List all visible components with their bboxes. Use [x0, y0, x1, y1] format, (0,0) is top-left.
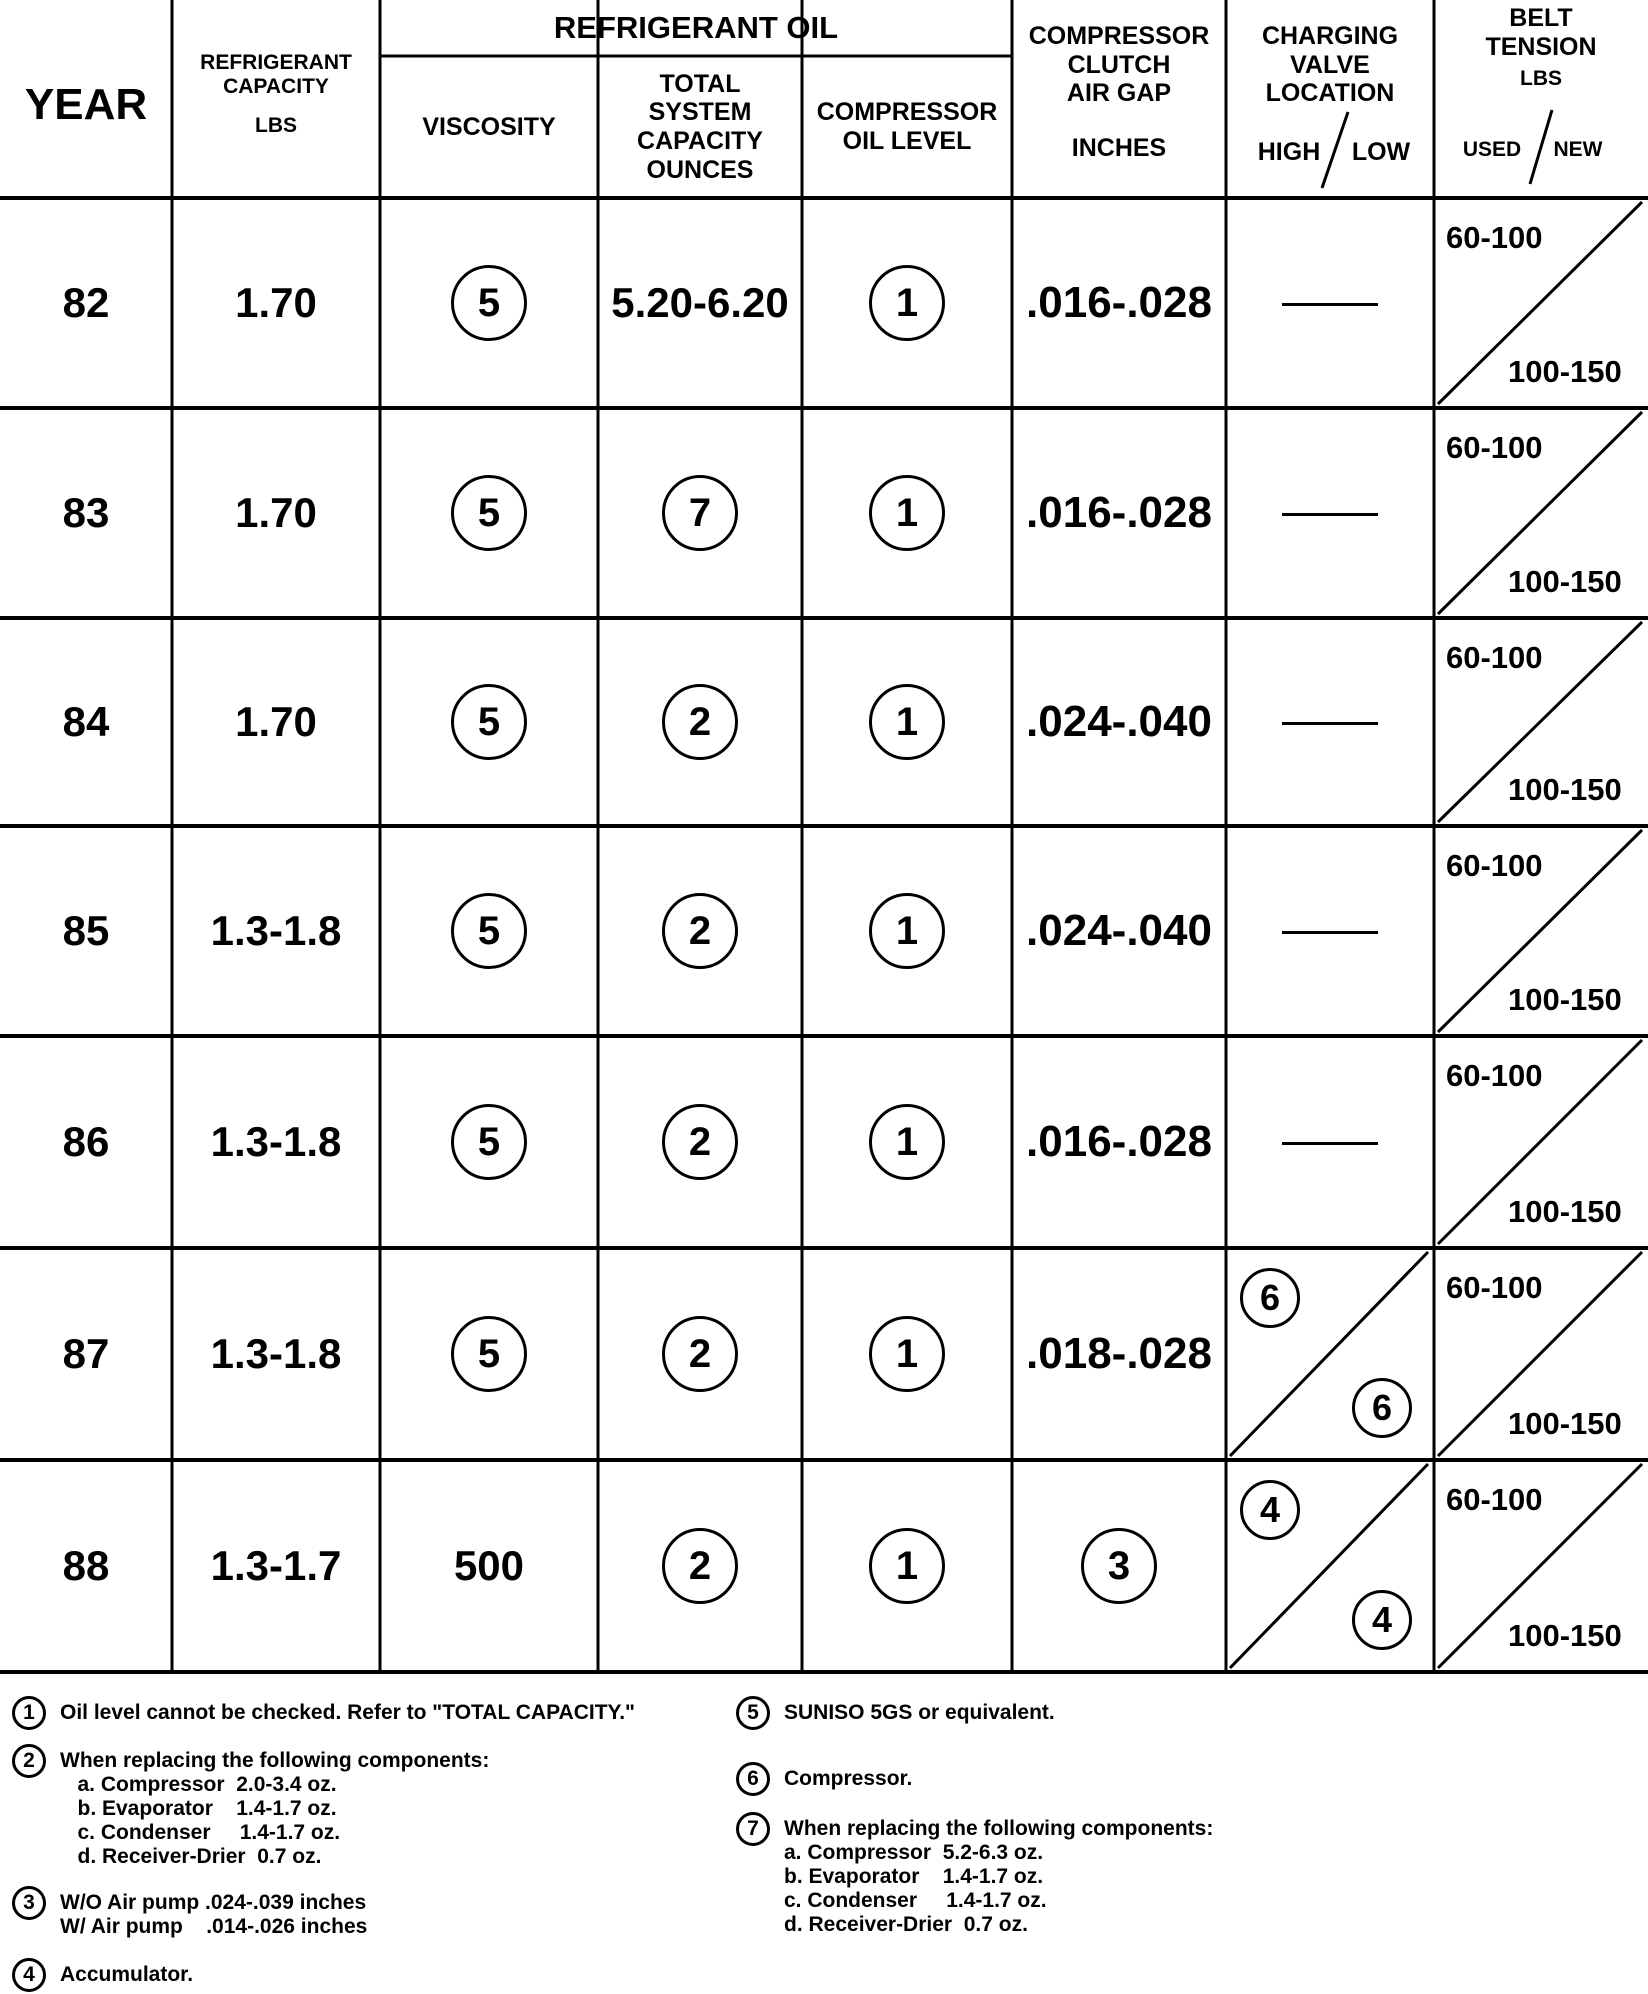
belt-new-value: 100-150	[1508, 772, 1622, 807]
total-capacity-note-marker: 2	[662, 684, 738, 760]
valve-none-dash	[1282, 303, 1378, 306]
year-cell: 87	[62, 1330, 110, 1377]
air-gap-note-marker: 3	[1081, 1528, 1157, 1604]
valve-high-note-marker: 6	[1240, 1268, 1300, 1328]
legend-marker-2: 2	[12, 1744, 46, 1778]
header-belt-tension: BELT TENSION	[1485, 4, 1597, 61]
refrigerant-capacity-cell: 1.3-1.8	[210, 1330, 342, 1377]
year-cell: 83	[62, 489, 110, 536]
legend-marker-7: 7	[736, 1812, 770, 1846]
legend-text-3: W/O Air pump .024-.039 inches W/ Air pump .014-.026 inches	[60, 1891, 368, 1938]
air-gap-cell: .024-.040	[1026, 697, 1212, 746]
viscosity-note-marker: 5	[451, 1316, 527, 1392]
refrigerant-capacity-cell: 1.70	[235, 698, 317, 745]
header-charging-low: LOW	[1351, 137, 1411, 166]
refrigerant-capacity-cell: 1.3-1.8	[210, 907, 342, 954]
total-capacity-note-marker: 2	[662, 1316, 738, 1392]
valve-high-note-marker: 4	[1240, 1480, 1300, 1540]
refrigerant-capacity-cell: 1.70	[235, 489, 317, 536]
legend-text-7: When replacing the following components: a. Compressor 5.2-6.3 oz. b. Evaporator 1.4-1.7 oz. c. Condenser 1.4-1.7 oz. d. Receiver-Drier 0.7 oz.	[784, 1817, 1214, 1936]
year-cell: 82	[62, 279, 110, 326]
viscosity-note-marker: 5	[451, 893, 527, 969]
air-gap-cell: .016-.028	[1026, 488, 1212, 537]
belt-used-value: 60-100	[1446, 848, 1543, 883]
header-refrigerant-oil: REFRIGERANT OIL	[553, 10, 839, 46]
valve-low-note-marker: 4	[1352, 1590, 1412, 1650]
belt-used-value: 60-100	[1446, 1270, 1543, 1305]
oil-level-note-marker: 1	[869, 475, 945, 551]
valve-none-dash	[1282, 513, 1378, 516]
belt-used-value: 60-100	[1446, 640, 1543, 675]
year-cell: 88	[62, 1542, 110, 1589]
header-year: YEAR	[24, 79, 148, 129]
viscosity-note-marker: 5	[451, 684, 527, 760]
total-capacity-note-marker: 2	[662, 1104, 738, 1180]
header-charging-valve: CHARGING VALVE LOCATION	[1261, 21, 1399, 108]
valve-low-note-marker: 6	[1352, 1378, 1412, 1438]
header-refrigerant-capacity: REFRIGERANT CAPACITY	[200, 50, 352, 98]
legend-marker-4: 4	[12, 1958, 46, 1992]
header-compressor-oil-level: COMPRESSOR OIL LEVEL	[816, 98, 998, 155]
header-refrigerant-capacity-unit: LBS	[255, 113, 297, 137]
header-clutch-air-gap-unit: INCHES	[1071, 133, 1167, 162]
total-capacity-cell: 5.20-6.20	[611, 279, 789, 326]
legend-marker-6: 6	[736, 1762, 770, 1796]
belt-new-value: 100-150	[1508, 1194, 1622, 1229]
legend-text-2: When replacing the following components: a. Compressor 2.0-3.4 oz. b. Evaporator 1.4-1.7 oz. c. Condenser 1.4-1.7 oz. d. Receiver-Drier 0.7 oz.	[60, 1749, 490, 1868]
legend-text-4: Accumulator.	[60, 1963, 194, 1986]
refrigerant-capacity-cell: 1.3-1.7	[210, 1542, 342, 1589]
valve-none-dash	[1282, 722, 1378, 725]
header-belt-new: NEW	[1553, 137, 1603, 161]
legend-marker-1: 1	[12, 1696, 46, 1730]
header-belt-tension-unit: LBS	[1520, 66, 1562, 90]
belt-used-value: 60-100	[1446, 430, 1543, 465]
air-gap-cell: .016-.028	[1026, 278, 1212, 327]
oil-level-note-marker: 1	[869, 1316, 945, 1392]
viscosity-note-marker: 5	[451, 265, 527, 341]
total-capacity-note-marker: 2	[662, 1528, 738, 1604]
legend-marker-5: 5	[736, 1696, 770, 1730]
year-cell: 84	[62, 698, 110, 745]
oil-level-note-marker: 1	[869, 265, 945, 341]
air-gap-cell: .016-.028	[1026, 1117, 1212, 1166]
year-cell: 85	[62, 907, 110, 954]
air-gap-cell: .018-.028	[1026, 1329, 1212, 1378]
viscosity-cell: 500	[453, 1542, 525, 1589]
oil-level-note-marker: 1	[869, 893, 945, 969]
belt-used-value: 60-100	[1446, 220, 1543, 255]
header-charging-high: HIGH	[1257, 137, 1321, 166]
belt-new-value: 100-150	[1508, 354, 1622, 389]
valve-none-dash	[1282, 1142, 1378, 1145]
belt-used-value: 60-100	[1446, 1058, 1543, 1093]
viscosity-note-marker: 5	[451, 475, 527, 551]
header-viscosity: VISCOSITY	[422, 112, 556, 141]
refrigerant-capacity-cell: 1.70	[235, 279, 317, 326]
refrigerant-capacity-cell: 1.3-1.8	[210, 1118, 342, 1165]
belt-new-value: 100-150	[1508, 564, 1622, 599]
belt-new-value: 100-150	[1508, 1406, 1622, 1441]
header-clutch-air-gap: COMPRESSOR CLUTCH AIR GAP	[1028, 21, 1210, 108]
belt-new-value: 100-150	[1508, 982, 1622, 1017]
valve-none-dash	[1282, 931, 1378, 934]
total-capacity-note-marker: 7	[662, 475, 738, 551]
air-gap-cell: .024-.040	[1026, 906, 1212, 955]
header-belt-used: USED	[1462, 137, 1522, 161]
legend-text-5: SUNISO 5GS or equivalent.	[784, 1701, 1055, 1724]
legend-text-1: Oil level cannot be checked. Refer to "TOTAL CAPACITY."	[60, 1701, 635, 1724]
year-cell: 86	[62, 1118, 110, 1165]
belt-new-value: 100-150	[1508, 1618, 1622, 1653]
oil-level-note-marker: 1	[869, 684, 945, 760]
legend-marker-3: 3	[12, 1886, 46, 1920]
legend-text-6: Compressor.	[784, 1767, 913, 1790]
viscosity-note-marker: 5	[451, 1104, 527, 1180]
header-total-system-capacity: TOTAL SYSTEM CAPACITY OUNCES	[637, 69, 763, 184]
total-capacity-note-marker: 2	[662, 893, 738, 969]
oil-level-note-marker: 1	[869, 1528, 945, 1604]
belt-used-value: 60-100	[1446, 1482, 1543, 1517]
oil-level-note-marker: 1	[869, 1104, 945, 1180]
